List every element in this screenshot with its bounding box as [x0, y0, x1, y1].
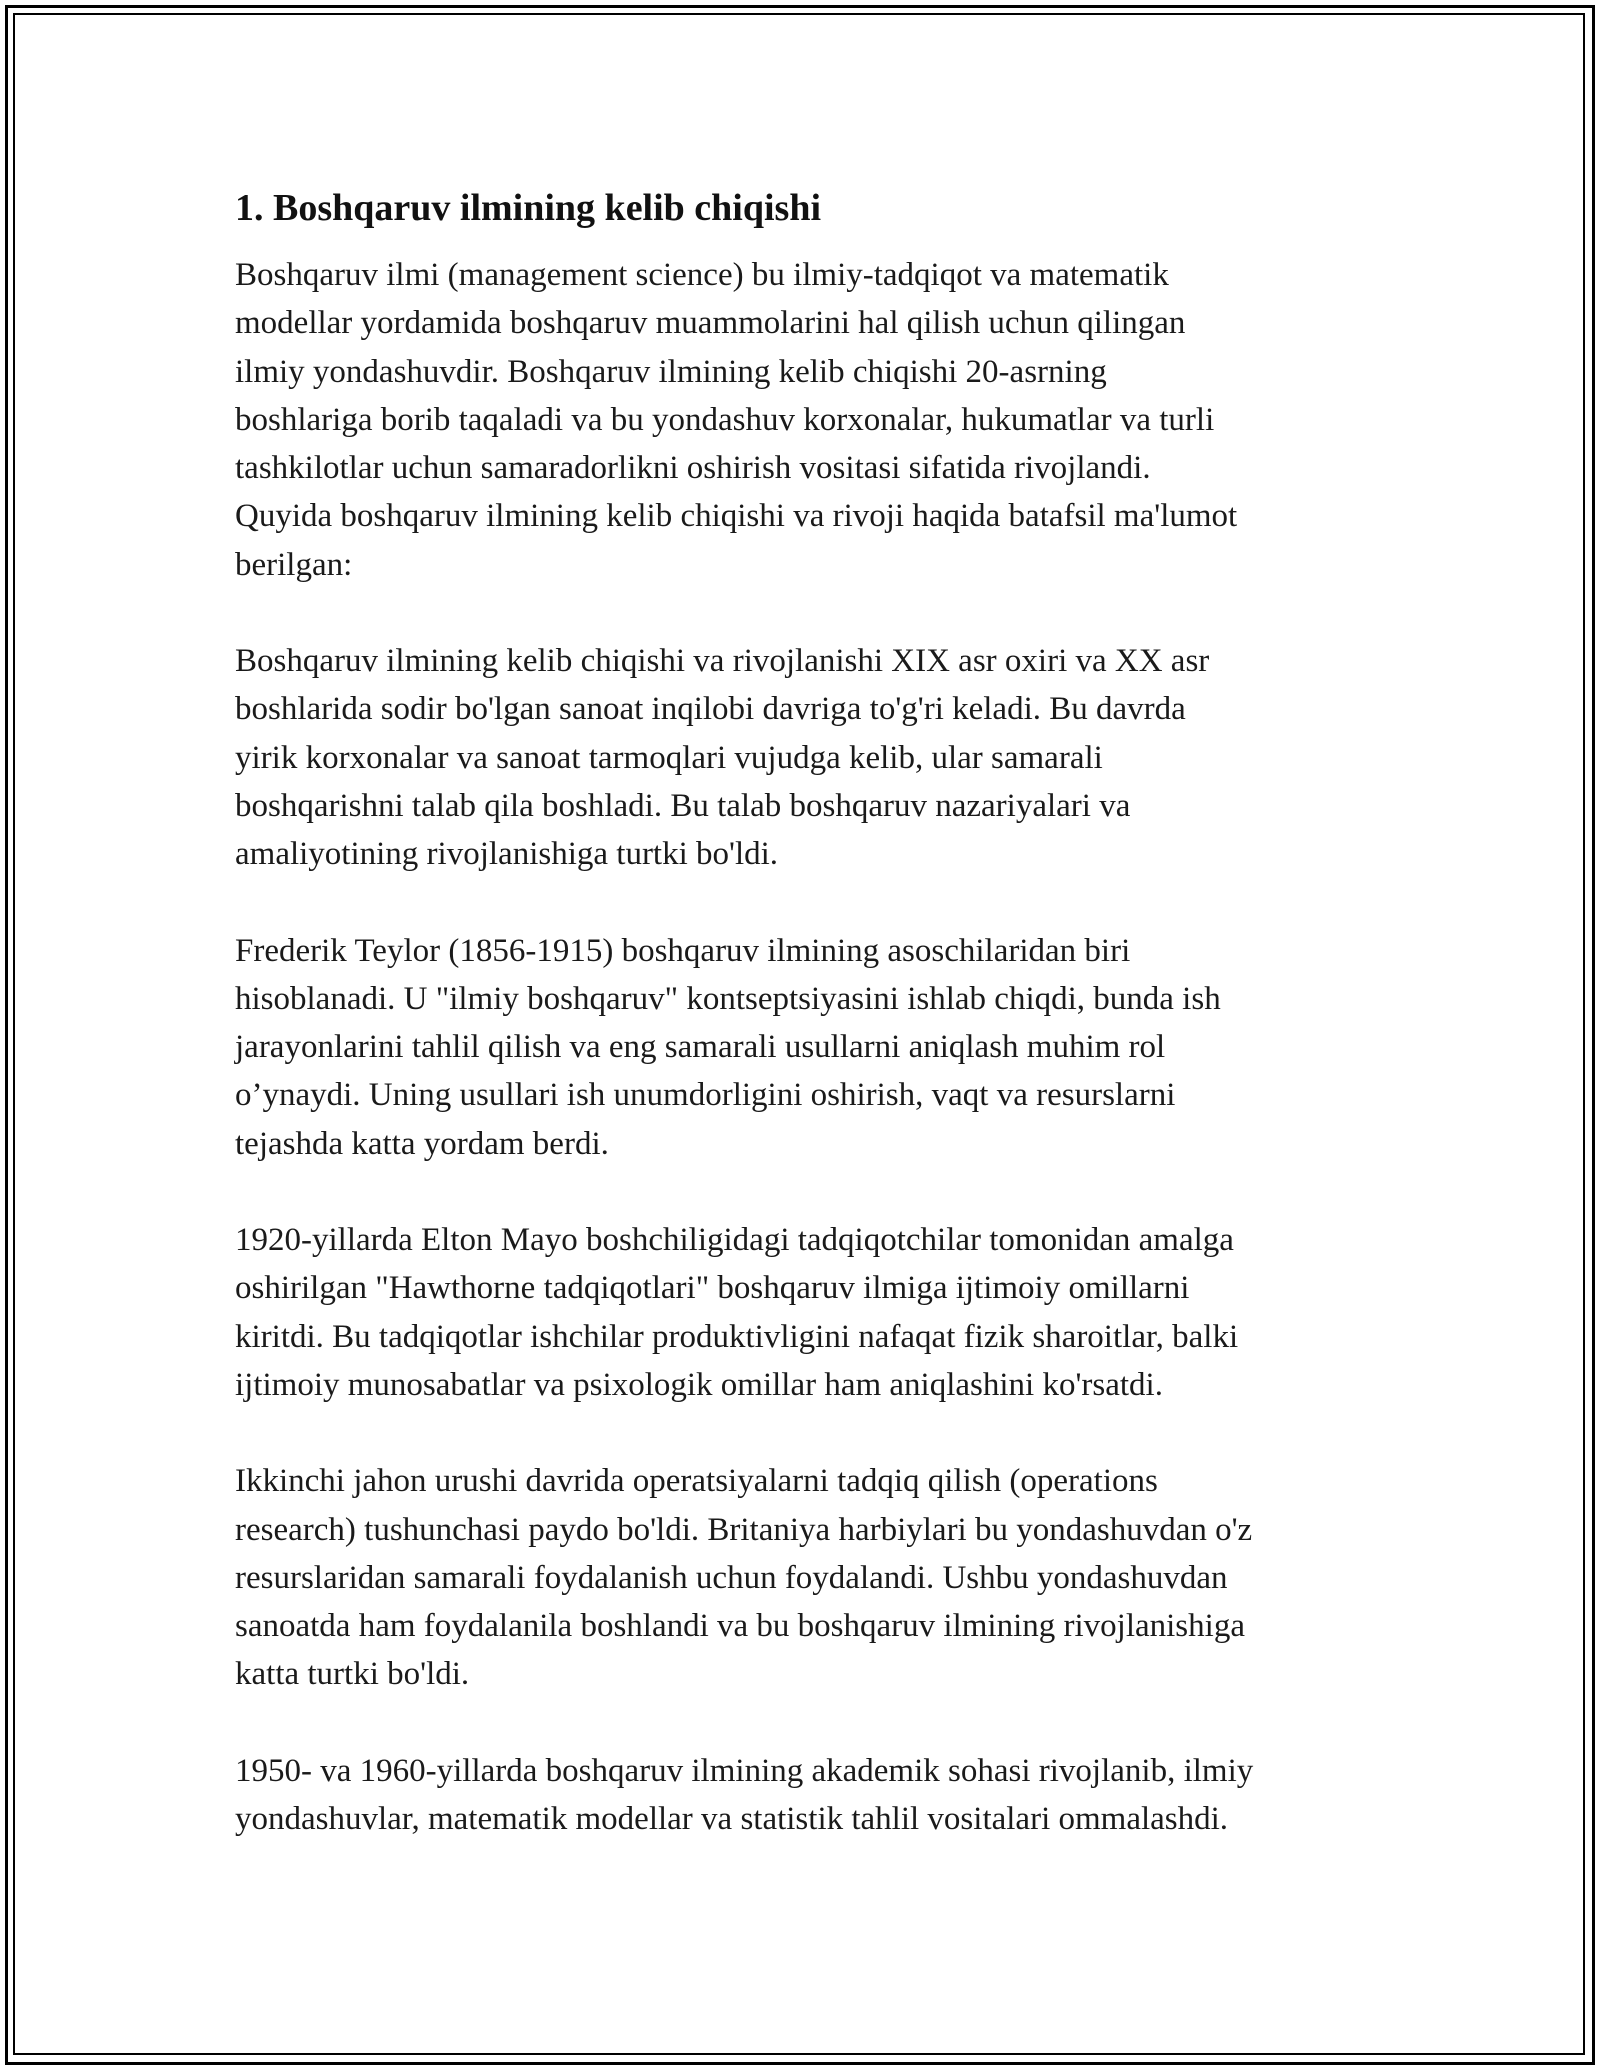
paragraph-line: Boshqaruv ilmi (management science) bu ilmiy-tadqiqot va matematik [235, 257, 1169, 293]
paragraph-1 [235, 251, 1395, 589]
paragraph-line: oshirilgan "Hawthorne tadqiqotlari" boshqaruv ilmiga ijtimoiy omillarni [235, 1270, 1190, 1307]
paragraph-line: boshlarida sodir bo'lgan sanoat inqilobi davriga to'g'ri keladi. Bu davrda [235, 691, 1186, 728]
paragraph-line: yirik korxonalar va sanoat tarmoqlari vujudga kelib, ular samarali [235, 739, 1103, 776]
paragraph-line: 1950- va 1960-yillarda boshqaruv ilmining akademik sohasi rivojlanib, ilmiy [235, 1752, 1254, 1789]
paragraph-line: tashkilotlar uchun samaradorlikni oshirish vositasi sifatida rivojlandi. [235, 450, 1151, 487]
paragraph-line: ilmiy yondashuvdir. Boshqaruv ilmining kelib chiqishi 20-asrning [235, 353, 1107, 390]
paragraph-line: Ikkinchi jahon urushi davrida operatsiyalarni tadqiq qilish (operations [235, 1463, 1158, 1500]
paragraph-line: kiritdi. Bu tadqiqotlar ishchilar produktivligini nafaqat fizik sharoitlar, balki [235, 1318, 1239, 1355]
paragraph-line: Boshqaruv ilmining kelib chiqishi va rivojlanishi XIX asr oxiri va XX asr [235, 643, 1210, 680]
paragraph-2 [235, 637, 1395, 878]
paragraph-5 [235, 1457, 1395, 1698]
paragraph-line: sanoatda ham foydalanila boshlandi va bu boshqaruv ilmining rivojlanishiga [235, 1608, 1245, 1645]
document-body [235, 185, 1395, 1891]
paragraph-line: tejashda katta yordam berdi. [235, 1125, 609, 1162]
paragraph-line: o’ynaydi. Uning usullari ish unumdorligini oshirish, vaqt va resurslarni [235, 1077, 1176, 1114]
paragraph-line: modellar yordamida boshqaruv muammolarini hal qilish uchun qilingan [235, 305, 1186, 342]
paragraph-line: boshlariga borib taqaladi va bu yondashuv korxonalar, hukumatlar va turli [235, 401, 1215, 438]
paragraph-line: boshqarishni talab qila boshladi. Bu talab boshqaruv nazariyalari va [235, 787, 1131, 824]
paragraph-line: hisoblanadi. U "ilmiy boshqaruv" kontseptsiyasini ishlab chiqdi, bunda ish [235, 980, 1221, 1017]
paragraph-line: Frederik Teylor (1856-1915) boshqaruv ilmining asoschilaridan biri [235, 932, 1131, 969]
paragraph-6 [235, 1747, 1395, 1844]
section-heading: 1. Boshqaruv ilmining kelib chiqishi [235, 187, 822, 229]
paragraph-line: berilgan: [235, 546, 353, 583]
paragraph-line: amaliyotining rivojlanishiga turtki bo'ldi. [235, 836, 779, 873]
paragraph-line: 1920-yillarda Elton Mayo boshchiligidagi tadqiqotchilar tomonidan amalga [235, 1222, 1234, 1259]
paragraph-line: yondashuvlar, matematik modellar va statistik tahlil vositalari ommalashdi. [235, 1801, 1229, 1838]
paragraph-line: resurslaridan samarali foydalanish uchun foydalandi. Ushbu yondashuvdan [235, 1559, 1228, 1596]
paragraph-line: katta turtki bo'ldi. [235, 1656, 470, 1693]
paragraph-4 [235, 1216, 1395, 1409]
paragraph-line: ijtimoiy munosabatlar va psixologik omillar ham aniqlashini ko'rsatdi. [235, 1366, 1163, 1403]
paragraph-line: Quyida boshqaruv ilmining kelib chiqishi va rivoji haqida batafsil ma'lumot [235, 498, 1238, 535]
paragraph-line: jarayonlarini tahlil qilish va eng samarali usullarni aniqlash muhim rol [235, 1029, 1166, 1066]
paragraph-3 [235, 927, 1395, 1168]
paragraph-line: research) tushunchasi paydo bo'ldi. Britaniya harbiylari bu yondashuvdan o'z [235, 1511, 1253, 1548]
